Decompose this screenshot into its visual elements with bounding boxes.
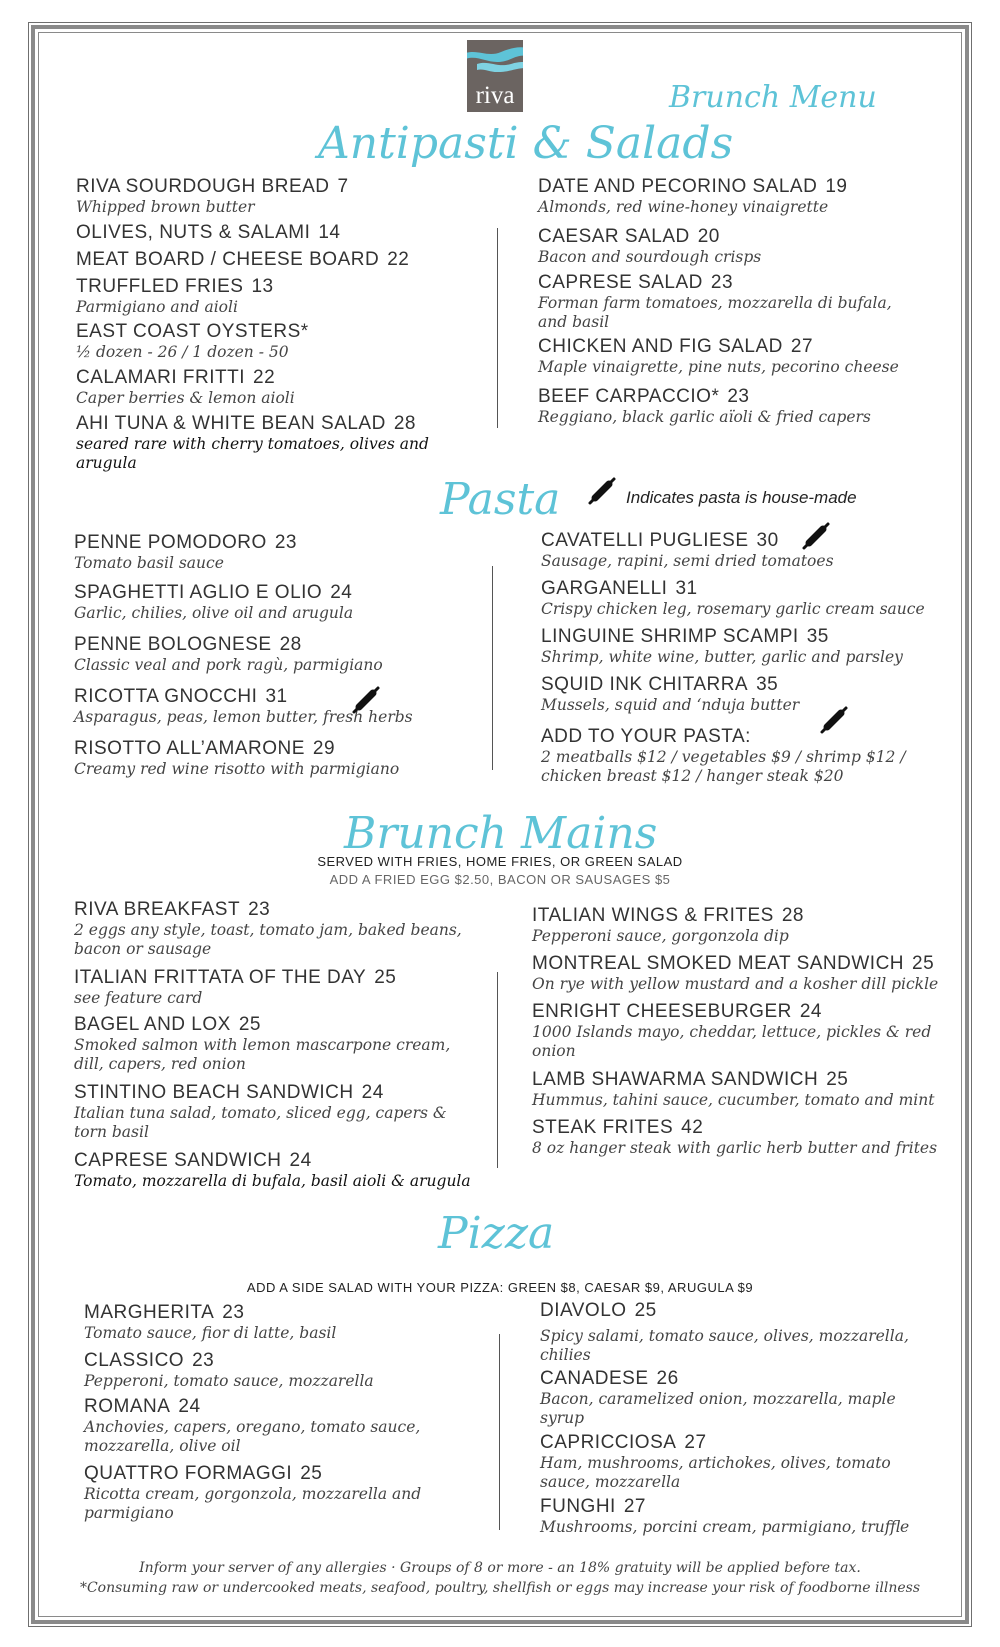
item-description: Mushrooms, porcini cream, parmigiano, truffle	[540, 1518, 910, 1536]
item-price: 23	[222, 1302, 245, 1323]
item-price: 14	[318, 222, 341, 243]
column-divider	[492, 566, 493, 770]
item-price: 23	[248, 899, 271, 920]
menu-item	[541, 530, 941, 571]
menu-item	[74, 967, 484, 1008]
item-name: GARGANELLI	[541, 578, 668, 599]
mains-addons: ADD A FRIED EGG $2.50, BACON OR SAUSAGES $5	[329, 872, 671, 887]
item-price: 29	[312, 738, 336, 759]
item-name: RIVA SOURDOUGH BREAD	[76, 176, 330, 197]
item-price: 35	[806, 626, 829, 647]
item-description: Parmigiano and aioli	[76, 298, 238, 316]
item-name: SPAGHETTI AGLIO E OLIO	[74, 582, 323, 603]
item-description: On rye with yellow mustard and a kosher dill pickle	[532, 975, 939, 993]
menu-item	[84, 1463, 444, 1523]
menu-item	[74, 532, 474, 573]
item-name: CAPRESE SALAD	[538, 272, 703, 293]
menu-item	[74, 1082, 474, 1142]
item-name: EAST COAST OYSTERS*	[76, 321, 309, 342]
item-description: Tomato sauce, fior di latte, basil	[84, 1324, 337, 1342]
item-price: 24	[289, 1150, 312, 1171]
section-heading-antipasti: Antipasti & Salads	[318, 118, 734, 169]
item-description: seared rare with cherry tomatoes, olives and arugula	[76, 435, 429, 472]
menu-item	[538, 386, 938, 427]
item-description: 2 eggs any style, toast, tomato jam, baked beans, bacon or sausage	[74, 921, 462, 958]
menu-item	[76, 222, 476, 244]
item-name: ITALIAN FRITTATA OF THE DAY	[74, 967, 367, 988]
item-description: Italian tuna salad, tomato, sliced egg, capers & torn basil	[74, 1104, 447, 1141]
menu-item	[538, 336, 938, 377]
item-price: 25	[300, 1463, 323, 1484]
item-description: Whipped brown butter	[76, 198, 255, 216]
item-name: LAMB SHAWARMA SANDWICH	[532, 1069, 819, 1090]
item-price: 27	[790, 336, 814, 357]
item-name: CALAMARI FRITTI	[76, 367, 246, 388]
item-price: 24	[799, 1001, 822, 1022]
menu-item	[541, 674, 941, 715]
item-name: CAVATELLI PUGLIESE	[541, 530, 749, 551]
item-name: RISOTTO ALL’AMARONE	[74, 738, 305, 759]
item-name: BAGEL AND LOX	[74, 1014, 231, 1035]
menu-item	[541, 578, 941, 619]
menu-item	[76, 367, 476, 408]
item-price: 24	[330, 582, 353, 603]
item-name: MEAT BOARD / CHEESE BOARD	[76, 249, 380, 270]
item-name: PENNE POMODORO	[74, 532, 267, 553]
rolling-pin-icon	[586, 475, 618, 507]
item-price: 22	[253, 367, 276, 388]
brunch-menu-title: Brunch Menu	[669, 80, 877, 115]
menu-item	[532, 905, 952, 946]
item-price: 31	[265, 686, 288, 707]
menu-item	[84, 1350, 484, 1391]
item-price: 13	[251, 276, 274, 297]
wave-icon	[467, 40, 523, 80]
item-price: 25	[374, 967, 397, 988]
item-name: BEEF CARPACCIO*	[538, 386, 720, 407]
item-description: Classic veal and pork ragù, parmigiano	[74, 656, 383, 674]
item-description: see feature card	[74, 989, 203, 1007]
item-description: Forman farm tomatoes, mozzarella di bufala, and basil	[538, 294, 892, 331]
item-price: 28	[781, 905, 804, 926]
item-price: 25	[912, 953, 935, 974]
menu-item	[532, 1069, 952, 1110]
item-description: Crispy chicken leg, rosemary garlic cream sauce	[541, 600, 925, 618]
item-name: CAPRICCIOSA	[540, 1432, 677, 1453]
item-price: 25	[238, 1014, 261, 1035]
item-name: TRUFFLED FRIES	[76, 276, 244, 297]
section-heading-pasta: Pasta	[440, 474, 561, 525]
menu-item	[76, 413, 446, 473]
item-price: 35	[756, 674, 779, 695]
menu-item	[540, 1300, 920, 1365]
item-price: 27	[684, 1432, 707, 1453]
menu-item	[74, 582, 474, 623]
item-description: Shrimp, white wine, butter, garlic and parsley	[541, 648, 903, 666]
item-price: 27	[623, 1496, 646, 1517]
item-price: 30	[756, 530, 779, 551]
item-description: Asparagus, peas, lemon butter, fresh herbs	[74, 708, 413, 726]
item-price: 25	[634, 1300, 657, 1321]
item-price: 19	[825, 176, 848, 197]
item-description: Tomato basil sauce	[74, 554, 224, 572]
item-price: 24	[361, 1082, 384, 1103]
menu-item	[76, 249, 476, 271]
menu-item	[532, 1001, 942, 1061]
item-price: 23	[727, 386, 750, 407]
item-name: AHI TUNA & WHITE BEAN SALAD	[76, 413, 386, 434]
item-description: Hummus, tahini sauce, cucumber, tomato and mint	[532, 1091, 935, 1109]
menu-item	[76, 176, 476, 217]
menu-item	[84, 1396, 444, 1456]
section-heading-pizza: Pizza	[438, 1208, 555, 1259]
item-price: 7	[337, 176, 349, 197]
item-description: Pepperoni sauce, gorgonzola dip	[532, 927, 789, 945]
item-name: MONTREAL SMOKED MEAT SANDWICH	[532, 953, 905, 974]
rolling-pin-icon	[350, 684, 382, 716]
menu-item	[540, 1432, 920, 1492]
item-price: 31	[675, 578, 698, 599]
item-description: Almonds, red wine-honey vinaigrette	[538, 198, 829, 216]
menu-item	[74, 738, 474, 779]
item-description: 1000 Islands mayo, cheddar, lettuce, pickles & red onion	[532, 1023, 932, 1060]
item-description: Creamy red wine risotto with parmigiano	[74, 760, 400, 778]
menu-item	[541, 626, 941, 667]
item-price: 23	[192, 1350, 215, 1371]
menu-item	[84, 1302, 484, 1343]
menu-item	[538, 272, 918, 332]
item-description: ½ dozen - 26 / 1 dozen - 50	[76, 343, 289, 361]
rolling-pin-icon	[800, 520, 832, 552]
mains-subtitle: SERVED WITH FRIES, HOME FRIES, OR GREEN SALAD	[317, 854, 683, 869]
item-price: 23	[710, 272, 734, 293]
item-description: Tomato, mozzarella di bufala, basil aioli & arugula	[74, 1172, 471, 1190]
item-name: ITALIAN WINGS & FRITES	[532, 905, 774, 926]
menu-item	[538, 176, 938, 217]
item-name: FUNGHI	[540, 1496, 616, 1517]
item-name: ADD TO YOUR PASTA:	[541, 726, 751, 747]
item-name: STEAK FRITES	[532, 1117, 674, 1138]
item-description: Ham, mushrooms, artichokes, olives, tomato sauce, mozzarella	[540, 1454, 891, 1491]
pizza-side-salad-note: ADD A SIDE SALAD WITH YOUR PIZZA: GREEN $8, CAESAR $9, ARUGULA $9	[246, 1280, 754, 1295]
item-price: 23	[274, 532, 297, 553]
menu-item	[76, 276, 476, 317]
house-made-note: Indicates pasta is house-made	[626, 488, 857, 507]
item-description: Bacon and sourdough crisps	[538, 248, 762, 266]
item-price: 42	[681, 1117, 704, 1138]
menu-item	[74, 634, 474, 675]
item-description: Ricotta cream, gorgonzola, mozzarella and parmigiano	[84, 1485, 422, 1522]
item-name: LINGUINE SHRIMP SCAMPI	[541, 626, 799, 647]
item-description: Spicy salami, tomato sauce, olives, mozzarella, chilies	[540, 1327, 909, 1364]
item-name: QUATTRO FORMAGGI	[84, 1463, 293, 1484]
menu-item	[74, 686, 474, 727]
item-name: DATE AND PECORINO SALAD	[538, 176, 818, 197]
item-description: Caper berries & lemon aioli	[76, 389, 295, 407]
item-name: OLIVES, NUTS & SALAMI	[76, 222, 311, 243]
item-description: Bacon, caramelized onion, mozzarella, maple syrup	[540, 1390, 896, 1427]
item-description: Reggiano, black garlic aïoli & fried capers	[538, 408, 871, 426]
item-name: CLASSICO	[84, 1350, 185, 1371]
item-price: 25	[826, 1069, 849, 1090]
item-name: ROMANA	[84, 1396, 171, 1417]
item-name: RIVA BREAKFAST	[74, 899, 241, 920]
item-description: Maple vinaigrette, pine nuts, pecorino cheese	[538, 358, 899, 376]
item-price: 24	[178, 1396, 201, 1417]
footer-consumption-warning: *Consuming raw or undercooked meats, seafood, poultry, shellfish or eggs may increase your risk of foodborne illness	[79, 1580, 921, 1596]
logo-text: riva	[475, 82, 515, 109]
menu-item	[74, 1014, 484, 1074]
menu-item	[76, 321, 476, 362]
item-name: ENRIGHT CHEESEBURGER	[532, 1001, 792, 1022]
menu-item	[540, 1496, 940, 1537]
section-heading-brunch-mains: Brunch Mains	[344, 808, 658, 859]
item-price: 28	[393, 413, 416, 434]
item-price: 26	[656, 1368, 679, 1389]
column-divider	[497, 972, 498, 1168]
item-name: CHICKEN AND FIG SALAD	[538, 336, 783, 357]
item-name: RICOTTA GNOCCHI	[74, 686, 258, 707]
column-divider	[499, 1334, 500, 1530]
item-name: CAPRESE SANDWICH	[74, 1150, 282, 1171]
item-name: PENNE BOLOGNESE	[74, 634, 272, 655]
menu-item	[74, 899, 484, 959]
item-name: CAESAR SALAD	[538, 226, 690, 247]
item-price: 28	[279, 634, 302, 655]
column-divider	[497, 228, 498, 428]
item-name: SQUID INK CHITARRA	[541, 674, 749, 695]
riva-logo	[467, 40, 523, 112]
item-description: 8 oz hanger steak with garlic herb butter and frites	[532, 1139, 938, 1157]
menu-item	[532, 953, 952, 994]
item-description: Sausage, rapini, semi dried tomatoes	[541, 552, 834, 570]
item-name: STINTINO BEACH SANDWICH	[74, 1082, 354, 1103]
menu-item	[532, 1117, 952, 1158]
item-name: DIAVOLO	[540, 1300, 627, 1321]
menu-item	[74, 1150, 494, 1191]
menu-item	[538, 226, 938, 267]
item-description: Smoked salmon with lemon mascarpone cream, dill, capers, red onion	[74, 1036, 451, 1073]
item-name: CANADESE	[540, 1368, 649, 1389]
item-description: Anchovies, capers, oregano, tomato sauce, mozzarella, olive oil	[84, 1418, 421, 1455]
item-description: Garlic, chilies, olive oil and arugula	[74, 604, 354, 622]
item-description: Mussels, squid and ‘nduja butter	[541, 696, 800, 714]
menu-item	[540, 1368, 920, 1428]
menu-item	[541, 726, 921, 786]
item-name: MARGHERITA	[84, 1302, 215, 1323]
item-price: 20	[697, 226, 720, 247]
item-description: 2 meatballs $12 / vegetables $9 / shrimp $12 / chicken breast $12 / hanger steak $20	[541, 748, 906, 785]
item-price: 22	[387, 249, 410, 270]
footer-allergy-note: Inform your server of any allergies · Groups of 8 or more - an 18% gratuity will be applied before tax.	[139, 1560, 861, 1576]
item-description: Pepperoni, tomato sauce, mozzarella	[84, 1372, 374, 1390]
